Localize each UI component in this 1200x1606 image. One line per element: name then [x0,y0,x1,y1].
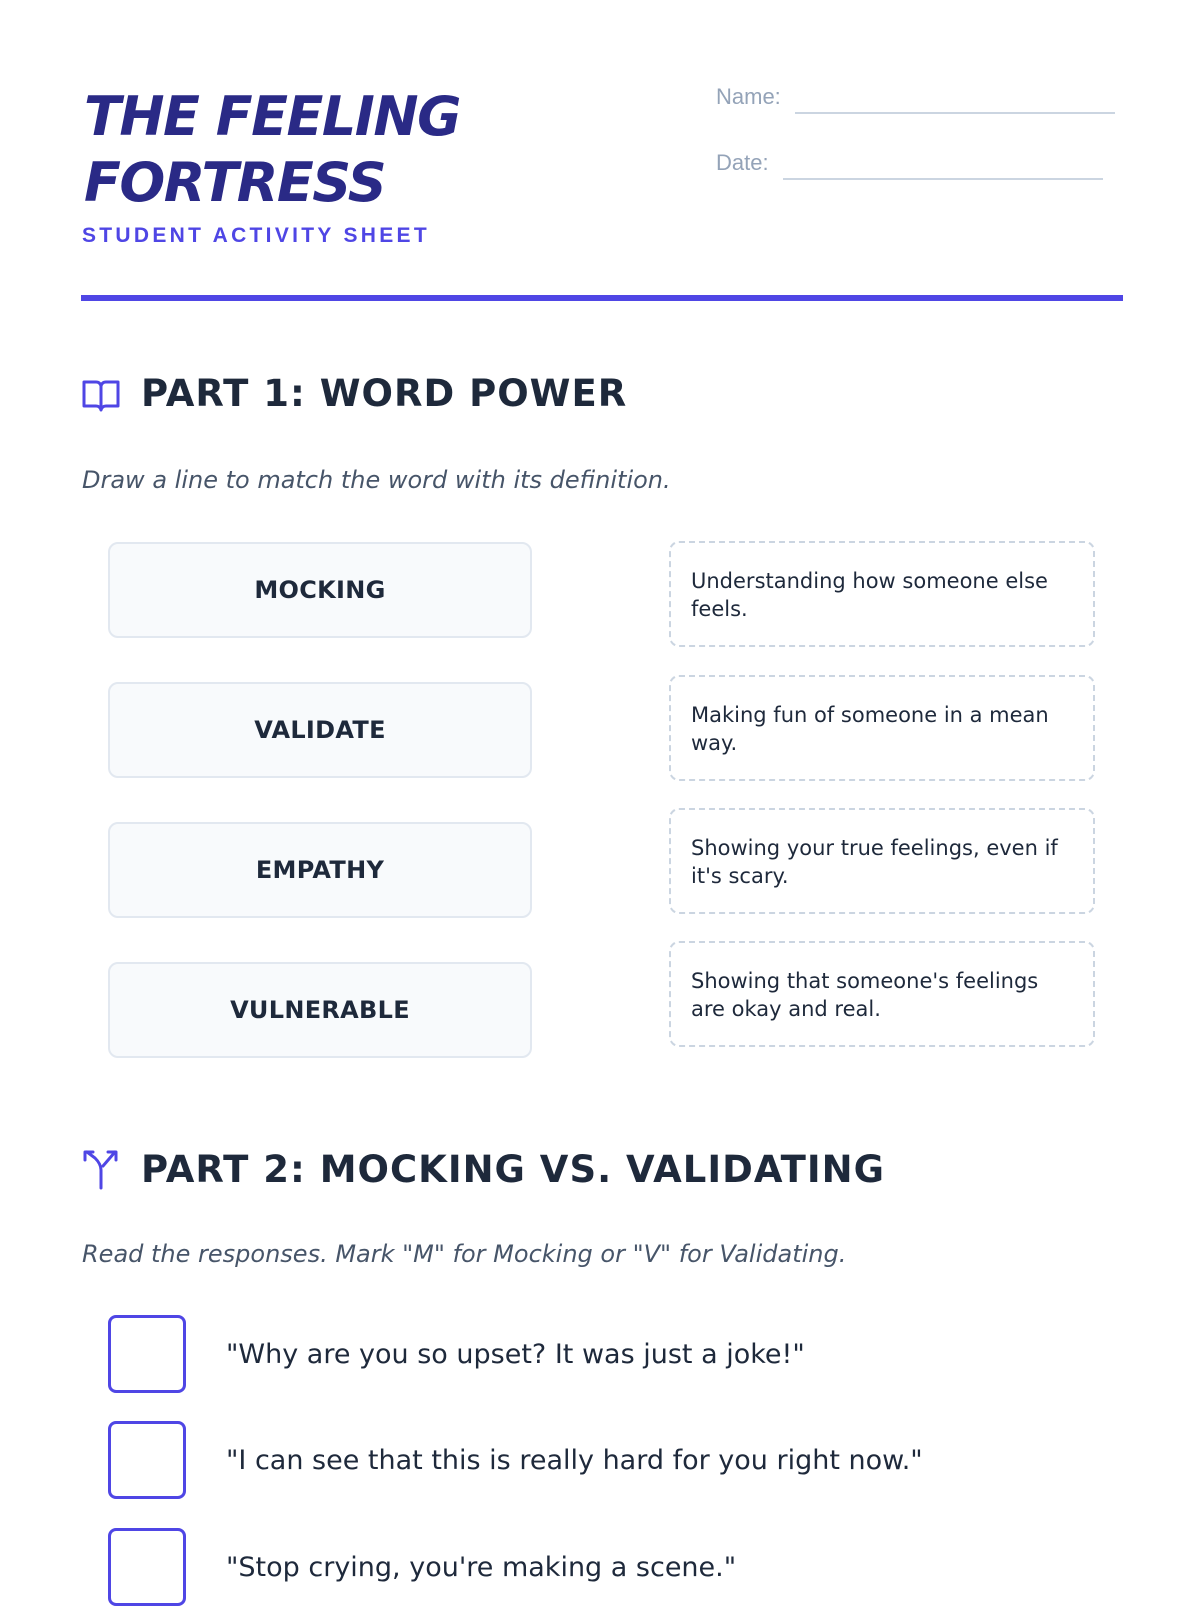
name-field[interactable] [716,84,1115,110]
answer-box-2[interactable] [108,1421,186,1499]
name-line[interactable] [795,112,1115,114]
split-arrow-icon [81,1150,121,1190]
book-open-icon [81,374,121,414]
word-box-validate[interactable]: VALIDATE [108,682,532,778]
date-field[interactable] [716,150,1103,176]
response-row-3 [108,1528,736,1606]
definition-box-2[interactable]: Making fun of someone in a mean way. [669,675,1095,781]
response-text-1: "Why are you so upset? It was just a joke!" [226,1338,805,1370]
part2-heading-row [81,1148,885,1191]
definition-box-3[interactable]: Showing your true feelings, even if it's scary. [669,808,1095,914]
part1-heading: PART 1: WORD POWER [141,372,628,415]
page-subtitle: STUDENT ACTIVITY SHEET [82,224,430,247]
definition-box-1[interactable]: Understanding how someone else feels. [669,541,1095,647]
response-text-2: "I can see that this is really hard for you right now." [226,1444,923,1476]
part2-heading: PART 2: MOCKING VS. VALIDATING [141,1148,885,1191]
answer-box-1[interactable] [108,1315,186,1393]
response-text-3: "Stop crying, you're making a scene." [226,1551,737,1583]
answer-box-3[interactable] [108,1528,186,1606]
response-row-1 [108,1315,805,1393]
part2-instruction: Read the responses. Mark "M" for Mocking or "V" for Validating. [82,1240,847,1268]
header-divider [81,295,1123,301]
date-label: Date: [716,150,769,175]
page-title: THE FEELING FORTRESS [84,85,460,214]
part1-heading-row [81,372,627,415]
response-row-2 [108,1421,923,1499]
definition-box-4[interactable]: Showing that someone's feelings are okay and real. [669,941,1095,1047]
word-box-empathy[interactable]: EMPATHY [108,822,532,918]
date-line[interactable] [783,178,1103,180]
word-box-vulnerable[interactable]: VULNERABLE [108,962,532,1058]
name-label: Name: [716,84,781,109]
part1-instruction: Draw a line to match the word with its definition. [82,466,671,494]
word-box-mocking[interactable]: MOCKING [108,542,532,638]
